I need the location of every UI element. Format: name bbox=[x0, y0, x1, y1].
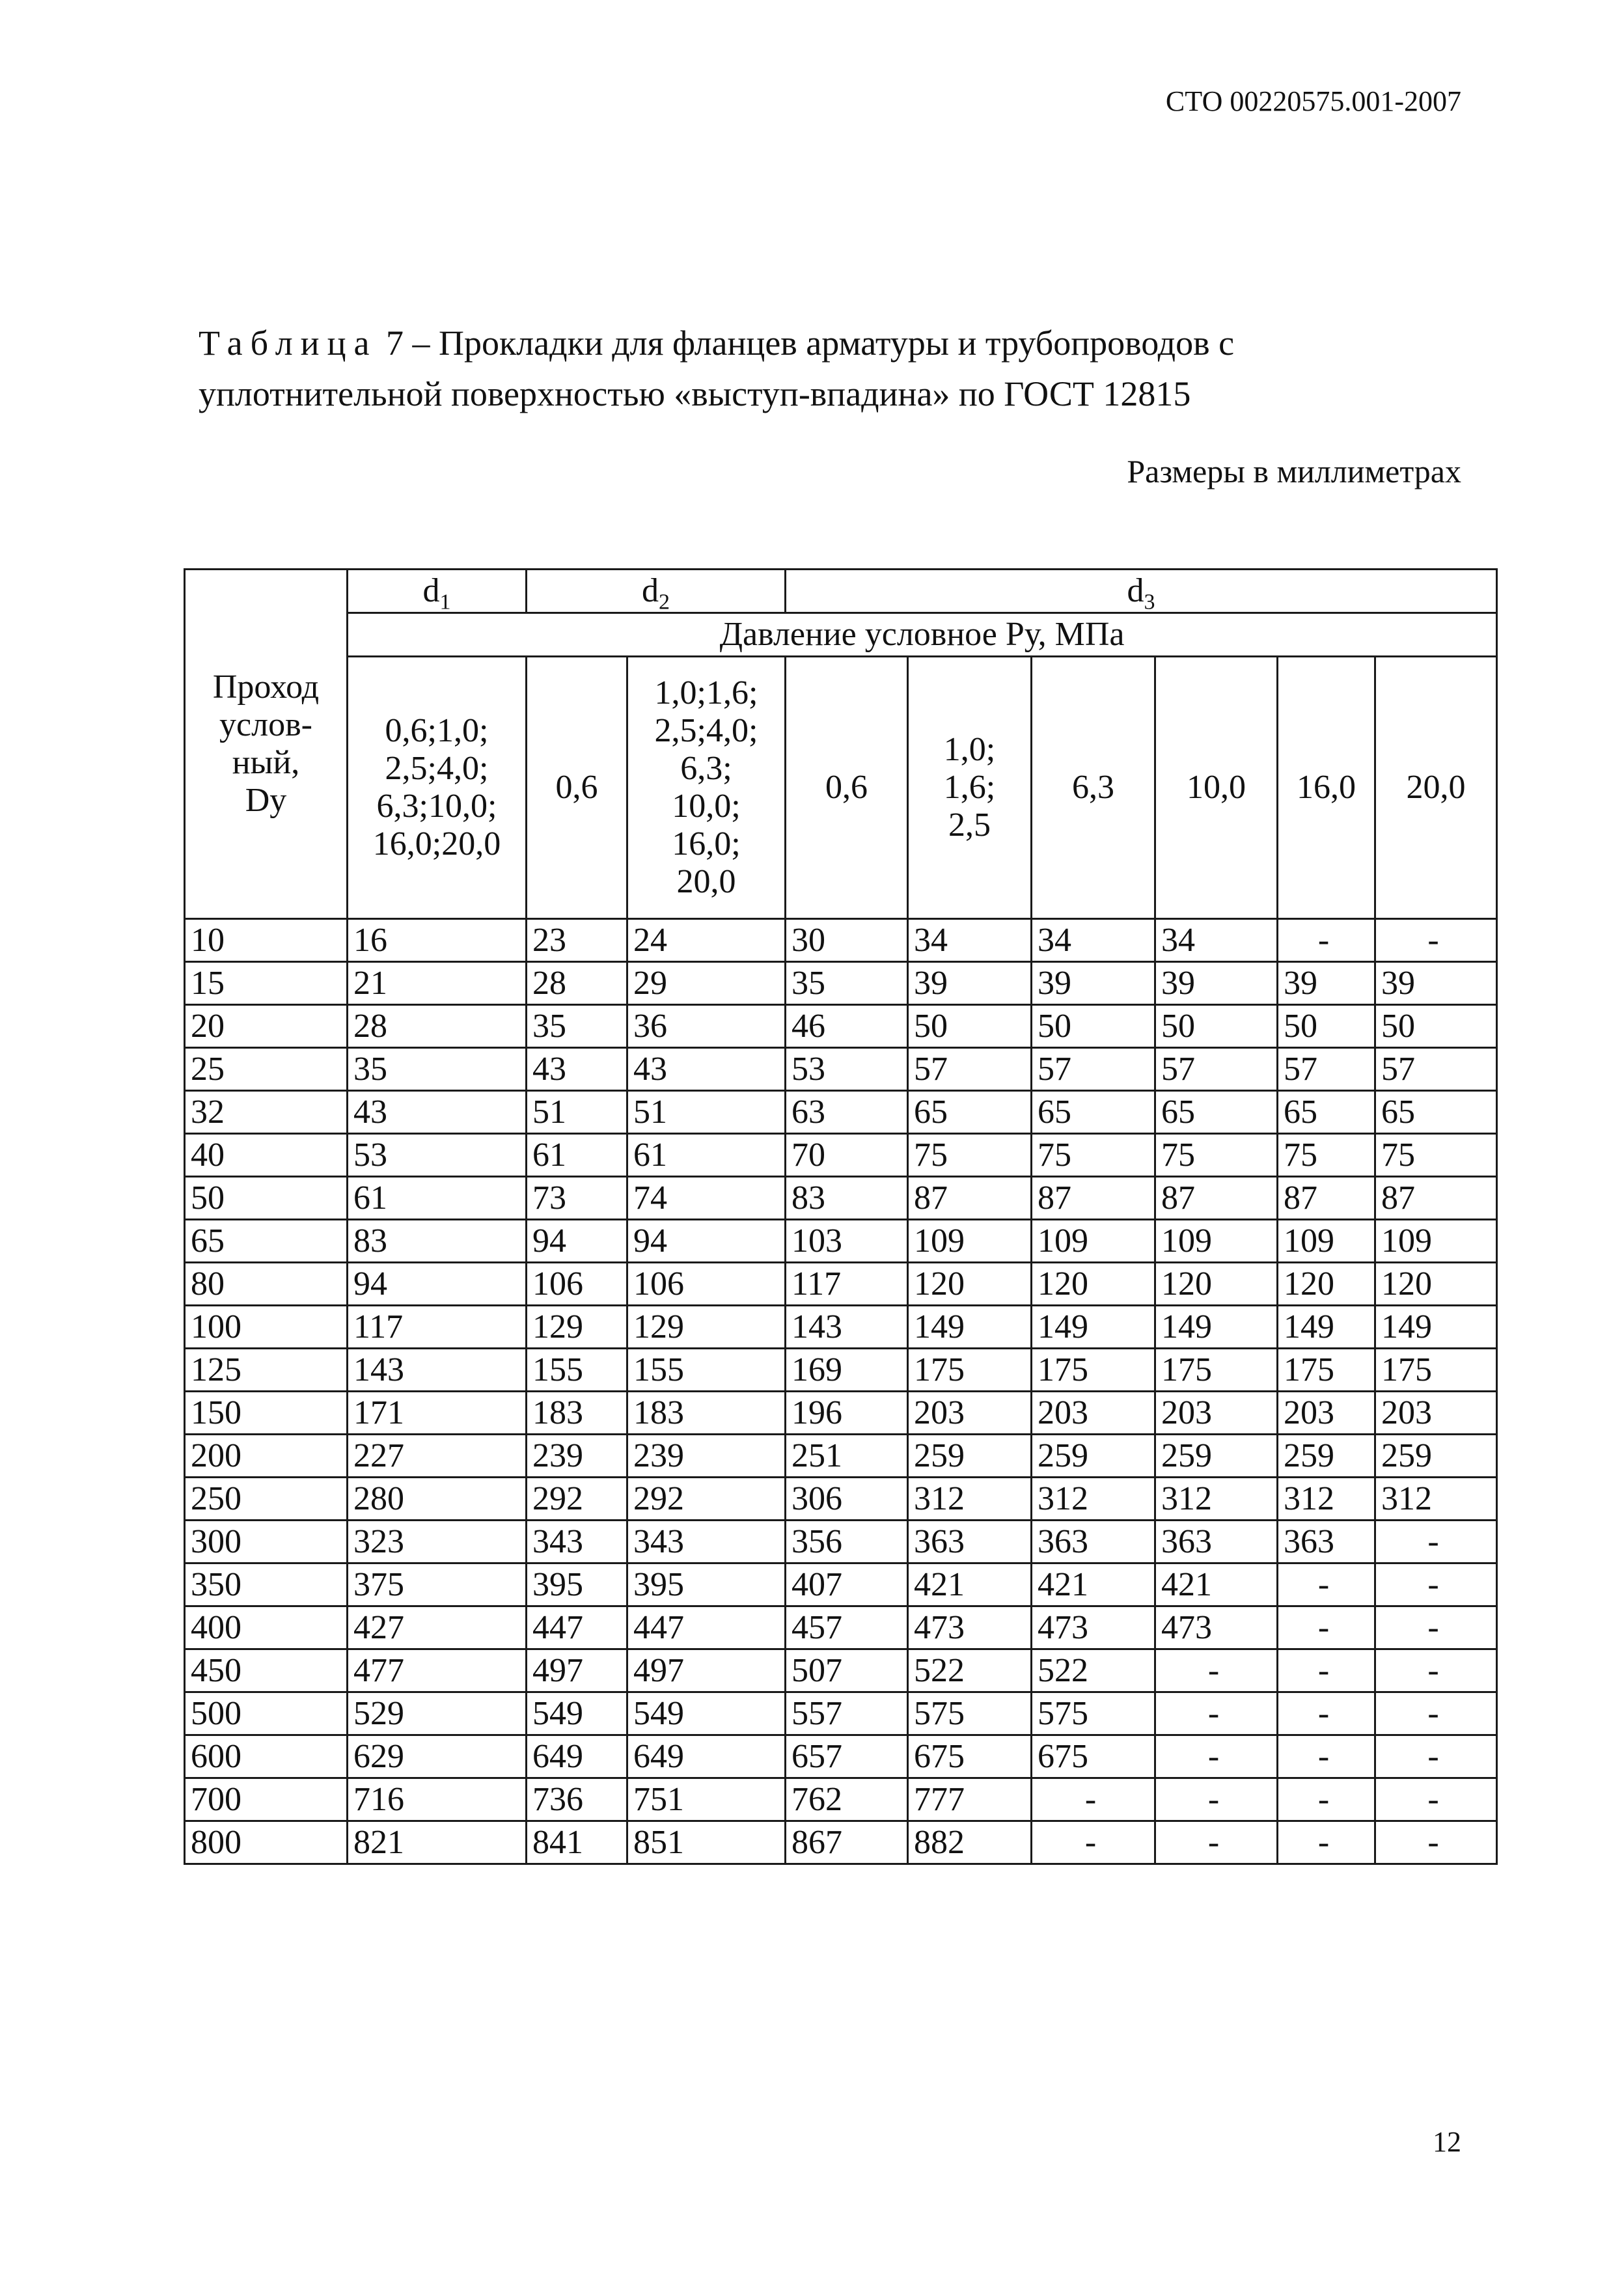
dimension-cell: 851 bbox=[627, 1821, 786, 1864]
pressure-col-header bbox=[1155, 657, 1278, 919]
dimension-cell: - bbox=[1155, 1821, 1278, 1864]
table-row bbox=[185, 1563, 1497, 1606]
dimension-cell: 129 bbox=[627, 1306, 786, 1349]
dimension-cell: 57 bbox=[1155, 1048, 1278, 1091]
pressure-value-line: 1,6; bbox=[943, 769, 996, 806]
dimension-cell: 61 bbox=[527, 1134, 627, 1177]
dimension-cell: 120 bbox=[1375, 1263, 1497, 1306]
table-row bbox=[185, 1005, 1497, 1048]
page-number: 12 bbox=[1433, 2126, 1461, 2158]
table-row bbox=[185, 1735, 1497, 1778]
dimension-cell: 312 bbox=[1375, 1478, 1497, 1521]
dimension-cell: - bbox=[1278, 1606, 1375, 1649]
dimension-cell: 196 bbox=[786, 1392, 908, 1435]
dimension-cell: 50 bbox=[908, 1005, 1032, 1048]
dimension-cell: 149 bbox=[1032, 1306, 1155, 1349]
table-row bbox=[185, 1778, 1497, 1821]
dimension-cell: - bbox=[1375, 919, 1497, 962]
dimension-cell: 70 bbox=[786, 1134, 908, 1177]
dimension-cell: 149 bbox=[1375, 1306, 1497, 1349]
dimension-cell: - bbox=[1278, 1821, 1375, 1864]
d3-header: $d_3$ bbox=[786, 570, 1497, 613]
pressure-value-line: 10,0; bbox=[672, 788, 741, 825]
dimension-cell: 175 bbox=[1278, 1349, 1375, 1392]
dimension-cell: 312 bbox=[1032, 1478, 1155, 1521]
dy-cell: 350 bbox=[185, 1563, 348, 1606]
dimension-cell: - bbox=[1155, 1778, 1278, 1821]
dimension-cell: 407 bbox=[786, 1563, 908, 1606]
dimension-cell: 39 bbox=[1278, 962, 1375, 1005]
dy-header-line: Проход bbox=[212, 668, 320, 706]
dimension-cell: 292 bbox=[627, 1478, 786, 1521]
table-caption-label: Таблица bbox=[199, 324, 378, 363]
dimension-cell: 629 bbox=[348, 1735, 527, 1778]
dimension-cell: 65 bbox=[1155, 1091, 1278, 1134]
dimension-cell: 259 bbox=[1155, 1435, 1278, 1478]
dimension-cell: 24 bbox=[627, 919, 786, 962]
dimension-cell: 75 bbox=[1375, 1134, 1497, 1177]
pressure-value-line: 6,3;10,0; bbox=[376, 788, 497, 825]
dimension-cell: - bbox=[1375, 1606, 1497, 1649]
dimension-cell: 94 bbox=[627, 1220, 786, 1263]
dimension-cell: 57 bbox=[908, 1048, 1032, 1091]
table-row bbox=[185, 1177, 1497, 1220]
dimension-cell: 259 bbox=[1032, 1435, 1155, 1478]
dimension-cell: 74 bbox=[627, 1177, 786, 1220]
pressure-value-line: 1,0;1,6; bbox=[654, 674, 758, 711]
dy-cell: 25 bbox=[185, 1048, 348, 1091]
dimension-cell: - bbox=[1278, 1649, 1375, 1692]
pressure-value-line: 2,5;4,0; bbox=[654, 712, 758, 749]
dimension-cell: 522 bbox=[1032, 1649, 1155, 1692]
dimension-cell: 259 bbox=[1375, 1435, 1497, 1478]
dy-header-line: услов- bbox=[219, 706, 312, 743]
dimension-cell: 21 bbox=[348, 962, 527, 1005]
dimension-cell: 777 bbox=[908, 1778, 1032, 1821]
dimension-cell: 675 bbox=[1032, 1735, 1155, 1778]
dimension-cell: - bbox=[1375, 1778, 1497, 1821]
table-row bbox=[185, 1478, 1497, 1521]
table-row bbox=[185, 962, 1497, 1005]
pressure-header: Давление условное Ру, МПа bbox=[348, 613, 1497, 657]
dimension-cell: 882 bbox=[908, 1821, 1032, 1864]
dimension-cell: 457 bbox=[786, 1606, 908, 1649]
dimension-cell: 736 bbox=[527, 1778, 627, 1821]
dimension-cell: 43 bbox=[527, 1048, 627, 1091]
dimension-cell: 751 bbox=[627, 1778, 786, 1821]
dimension-cell: 53 bbox=[348, 1134, 527, 1177]
dimension-cell: 109 bbox=[1032, 1220, 1155, 1263]
dimension-cell: 155 bbox=[627, 1349, 786, 1392]
dimension-cell: 28 bbox=[527, 962, 627, 1005]
table-row bbox=[185, 1692, 1497, 1735]
dimension-cell: 75 bbox=[1278, 1134, 1375, 1177]
dimension-cell: 169 bbox=[786, 1349, 908, 1392]
dy-cell: 150 bbox=[185, 1392, 348, 1435]
dimension-cell: 65 bbox=[1375, 1091, 1497, 1134]
dimension-cell: - bbox=[1375, 1649, 1497, 1692]
dimension-cell: 120 bbox=[908, 1263, 1032, 1306]
table-row bbox=[185, 1134, 1497, 1177]
dimension-cell: 363 bbox=[908, 1521, 1032, 1563]
dimension-cell: 716 bbox=[348, 1778, 527, 1821]
dimension-cell: 57 bbox=[1375, 1048, 1497, 1091]
dimension-cell: - bbox=[1155, 1692, 1278, 1735]
dimension-cell: 30 bbox=[786, 919, 908, 962]
table-caption-number: 7 bbox=[385, 324, 404, 363]
dimension-cell: 183 bbox=[627, 1392, 786, 1435]
dy-header-line: Dy bbox=[245, 782, 287, 819]
dimension-cell: 149 bbox=[1155, 1306, 1278, 1349]
dimension-cell: 473 bbox=[908, 1606, 1032, 1649]
dimension-cell: 143 bbox=[786, 1306, 908, 1349]
dimension-cell: 280 bbox=[348, 1478, 527, 1521]
dimension-cell: 34 bbox=[1032, 919, 1155, 962]
dimension-cell: 363 bbox=[1278, 1521, 1375, 1563]
dimension-cell: 29 bbox=[627, 962, 786, 1005]
dimension-cell: 106 bbox=[627, 1263, 786, 1306]
table-row bbox=[185, 1306, 1497, 1349]
dy-cell: 500 bbox=[185, 1692, 348, 1735]
table-row bbox=[185, 1048, 1497, 1091]
dimension-cell: 39 bbox=[1375, 962, 1497, 1005]
dimension-cell: 109 bbox=[1155, 1220, 1278, 1263]
dimension-cell: - bbox=[1375, 1521, 1497, 1563]
dimension-cell: 477 bbox=[348, 1649, 527, 1692]
dimension-cell: 427 bbox=[348, 1606, 527, 1649]
table-row bbox=[185, 1091, 1497, 1134]
dy-cell: 125 bbox=[185, 1349, 348, 1392]
dimension-cell: 497 bbox=[527, 1649, 627, 1692]
pressure-col-header bbox=[786, 657, 908, 919]
table-row bbox=[185, 1392, 1497, 1435]
dimension-cell: 28 bbox=[348, 1005, 527, 1048]
dimension-cell: 87 bbox=[908, 1177, 1032, 1220]
dimension-cell: 117 bbox=[348, 1306, 527, 1349]
dimension-cell: 35 bbox=[348, 1048, 527, 1091]
table-row bbox=[185, 1220, 1497, 1263]
dimension-cell: 675 bbox=[908, 1735, 1032, 1778]
pressure-col-header bbox=[348, 657, 527, 919]
pressure-col-header bbox=[1375, 657, 1497, 919]
dimension-cell: 762 bbox=[786, 1778, 908, 1821]
dimension-cell: 87 bbox=[1155, 1177, 1278, 1220]
pressure-value-line: 20,0 bbox=[676, 863, 736, 900]
dy-cell: 250 bbox=[185, 1478, 348, 1521]
pressure-value-line: 2,5;4,0; bbox=[385, 750, 489, 787]
dimension-cell: 312 bbox=[1278, 1478, 1375, 1521]
dimension-cell: 421 bbox=[1155, 1563, 1278, 1606]
pressure-value-line: 0,6 bbox=[825, 769, 868, 806]
dimension-cell: 421 bbox=[1032, 1563, 1155, 1606]
dimension-cell: - bbox=[1375, 1563, 1497, 1606]
dimension-cell: 395 bbox=[527, 1563, 627, 1606]
dimension-cell: 34 bbox=[908, 919, 1032, 962]
dimension-cell: 109 bbox=[1278, 1220, 1375, 1263]
dimension-cell: 35 bbox=[786, 962, 908, 1005]
dimension-cell: 94 bbox=[527, 1220, 627, 1263]
dy-cell: 450 bbox=[185, 1649, 348, 1692]
dimension-cell: 649 bbox=[627, 1735, 786, 1778]
pressure-value-line: 16,0 bbox=[1297, 769, 1356, 806]
dimension-cell: 175 bbox=[908, 1349, 1032, 1392]
dimension-cell: 323 bbox=[348, 1521, 527, 1563]
dimension-cell: 103 bbox=[786, 1220, 908, 1263]
table-row bbox=[185, 919, 1497, 962]
dy-header-cell bbox=[185, 570, 348, 919]
dimension-cell: 65 bbox=[908, 1091, 1032, 1134]
dimension-cell: 61 bbox=[627, 1134, 786, 1177]
dy-cell: 20 bbox=[185, 1005, 348, 1048]
dimension-cell: 50 bbox=[1278, 1005, 1375, 1048]
dimension-cell: 497 bbox=[627, 1649, 786, 1692]
dimension-cell: 155 bbox=[527, 1349, 627, 1392]
dimension-cell: 51 bbox=[527, 1091, 627, 1134]
dimension-cell: 473 bbox=[1032, 1606, 1155, 1649]
dimension-cell: 363 bbox=[1032, 1521, 1155, 1563]
dimension-cell: 46 bbox=[786, 1005, 908, 1048]
dimension-cell: 183 bbox=[527, 1392, 627, 1435]
dimension-cell: 53 bbox=[786, 1048, 908, 1091]
dimension-cell: 34 bbox=[1155, 919, 1278, 962]
dimension-cell: 171 bbox=[348, 1392, 527, 1435]
dimension-cell: 94 bbox=[348, 1263, 527, 1306]
table-row bbox=[185, 1649, 1497, 1692]
dimension-cell: 39 bbox=[1155, 962, 1278, 1005]
dy-cell: 200 bbox=[185, 1435, 348, 1478]
dimension-cell: 343 bbox=[627, 1521, 786, 1563]
dy-cell: 32 bbox=[185, 1091, 348, 1134]
dimension-cell: 203 bbox=[1375, 1392, 1497, 1435]
dimension-cell: 50 bbox=[1032, 1005, 1155, 1048]
dimension-cell: 549 bbox=[627, 1692, 786, 1735]
pressure-value-line: 1,0; bbox=[943, 731, 996, 768]
dimension-cell: 120 bbox=[1278, 1263, 1375, 1306]
pressure-value-line: 10,0 bbox=[1187, 769, 1246, 806]
pressure-value-line: 6,3; bbox=[680, 750, 732, 787]
dimension-cell: - bbox=[1375, 1735, 1497, 1778]
dimension-cell: 36 bbox=[627, 1005, 786, 1048]
dimension-cell: 109 bbox=[908, 1220, 1032, 1263]
dimension-cell: 23 bbox=[527, 919, 627, 962]
table-row bbox=[185, 1521, 1497, 1563]
dimension-cell: 175 bbox=[1155, 1349, 1278, 1392]
dimension-cell: 57 bbox=[1278, 1048, 1375, 1091]
table-row bbox=[185, 1349, 1497, 1392]
dimension-cell: - bbox=[1278, 1778, 1375, 1821]
dimension-cell: 175 bbox=[1032, 1349, 1155, 1392]
dimension-cell: 867 bbox=[786, 1821, 908, 1864]
units-note: Размеры в миллиметрах bbox=[1127, 453, 1461, 489]
dimension-cell: 649 bbox=[527, 1735, 627, 1778]
dimension-cell: 306 bbox=[786, 1478, 908, 1521]
dimension-cell: 203 bbox=[1278, 1392, 1375, 1435]
dimension-cell: 239 bbox=[627, 1435, 786, 1478]
pressure-col-header bbox=[1278, 657, 1375, 919]
dimension-cell: 203 bbox=[1155, 1392, 1278, 1435]
dy-cell: 10 bbox=[185, 919, 348, 962]
dimension-cell: 522 bbox=[908, 1649, 1032, 1692]
dimension-cell: 75 bbox=[1155, 1134, 1278, 1177]
dimension-cell: 575 bbox=[1032, 1692, 1155, 1735]
dimension-cell: 43 bbox=[348, 1091, 527, 1134]
dimension-cell: 73 bbox=[527, 1177, 627, 1220]
pressure-col-header bbox=[627, 657, 786, 919]
dimension-cell: - bbox=[1155, 1649, 1278, 1692]
dimension-cell: 63 bbox=[786, 1091, 908, 1134]
table-row bbox=[185, 1263, 1497, 1306]
dimension-cell: 575 bbox=[908, 1692, 1032, 1735]
dimension-cell: - bbox=[1032, 1821, 1155, 1864]
dy-cell: 50 bbox=[185, 1177, 348, 1220]
dimension-cell: 312 bbox=[908, 1478, 1032, 1521]
dimension-cell: 175 bbox=[1375, 1349, 1497, 1392]
dimension-cell: 143 bbox=[348, 1349, 527, 1392]
dimension-cell: 117 bbox=[786, 1263, 908, 1306]
dimension-cell: 50 bbox=[1375, 1005, 1497, 1048]
dy-header-line: ный, bbox=[232, 744, 300, 781]
dimension-cell: 87 bbox=[1032, 1177, 1155, 1220]
dimension-cell: 87 bbox=[1278, 1177, 1375, 1220]
dy-cell: 80 bbox=[185, 1263, 348, 1306]
dimension-cell: 43 bbox=[627, 1048, 786, 1091]
dimension-cell: 657 bbox=[786, 1735, 908, 1778]
pressure-value-line: 16,0;20,0 bbox=[372, 825, 501, 862]
dimension-cell: 292 bbox=[527, 1478, 627, 1521]
dy-cell: 15 bbox=[185, 962, 348, 1005]
dimension-cell: - bbox=[1278, 1563, 1375, 1606]
table-row bbox=[185, 1435, 1497, 1478]
dimension-cell: 39 bbox=[1032, 962, 1155, 1005]
table-row bbox=[185, 1606, 1497, 1649]
dimension-cell: 39 bbox=[908, 962, 1032, 1005]
dimension-cell: 65 bbox=[1278, 1091, 1375, 1134]
table-caption bbox=[199, 318, 1468, 419]
dimension-cell: 203 bbox=[1032, 1392, 1155, 1435]
dimension-cell: 50 bbox=[1155, 1005, 1278, 1048]
dimension-cell: 447 bbox=[527, 1606, 627, 1649]
dimension-cell: 120 bbox=[1032, 1263, 1155, 1306]
dy-cell: 600 bbox=[185, 1735, 348, 1778]
dimension-cell: 251 bbox=[786, 1435, 908, 1478]
dimension-cell: 529 bbox=[348, 1692, 527, 1735]
dimension-cell: 203 bbox=[908, 1392, 1032, 1435]
document-code: СТО 00220575.001-2007 bbox=[1165, 85, 1461, 117]
dimension-cell: 549 bbox=[527, 1692, 627, 1735]
dimension-cell: - bbox=[1032, 1778, 1155, 1821]
dimension-cell: 149 bbox=[1278, 1306, 1375, 1349]
dimension-cell: 363 bbox=[1155, 1521, 1278, 1563]
dimension-cell: 65 bbox=[1032, 1091, 1155, 1134]
dimension-cell: 312 bbox=[1155, 1478, 1278, 1521]
dimension-cell: 120 bbox=[1155, 1263, 1278, 1306]
dimension-cell: 821 bbox=[348, 1821, 527, 1864]
dimension-cell: 356 bbox=[786, 1521, 908, 1563]
table-row bbox=[185, 1821, 1497, 1864]
pressure-value-line: 2,5 bbox=[948, 806, 991, 844]
dimension-cell: 259 bbox=[1278, 1435, 1375, 1478]
dy-cell: 300 bbox=[185, 1521, 348, 1563]
dimension-cell: 129 bbox=[527, 1306, 627, 1349]
table-caption-text: – Прокладки для фланцев арматуры и трубопроводов с уплотнительной поверхностью «выступ-впадина» по ГОСТ 12815 bbox=[199, 324, 1235, 413]
dimension-cell: 75 bbox=[908, 1134, 1032, 1177]
dimension-cell: 75 bbox=[1032, 1134, 1155, 1177]
d2-header: $d_2$ bbox=[527, 570, 786, 613]
dimension-cell: 106 bbox=[527, 1263, 627, 1306]
pressure-value-line: 0,6;1,0; bbox=[385, 712, 489, 749]
dimension-cell: 343 bbox=[527, 1521, 627, 1563]
dy-cell: 400 bbox=[185, 1606, 348, 1649]
dimension-cell: 259 bbox=[908, 1435, 1032, 1478]
pressure-col-header bbox=[908, 657, 1032, 919]
gasket-dimensions-table bbox=[184, 568, 1498, 1865]
dimension-cell: 87 bbox=[1375, 1177, 1497, 1220]
dimension-cell: - bbox=[1278, 919, 1375, 962]
dy-cell: 100 bbox=[185, 1306, 348, 1349]
pressure-value-line: 20,0 bbox=[1406, 769, 1466, 806]
dimension-cell: 473 bbox=[1155, 1606, 1278, 1649]
dimension-cell: 227 bbox=[348, 1435, 527, 1478]
pressure-col-header bbox=[527, 657, 627, 919]
pressure-value-line: 16,0; bbox=[672, 825, 741, 862]
dimension-cell: 51 bbox=[627, 1091, 786, 1134]
pressure-value-line: 6,3 bbox=[1072, 769, 1114, 806]
dimension-cell: 57 bbox=[1032, 1048, 1155, 1091]
dimension-cell: 61 bbox=[348, 1177, 527, 1220]
pressure-col-header bbox=[1032, 657, 1155, 919]
dimension-cell: 109 bbox=[1375, 1220, 1497, 1263]
dimension-cell: 395 bbox=[627, 1563, 786, 1606]
dy-cell: 65 bbox=[185, 1220, 348, 1263]
dimension-cell: 16 bbox=[348, 919, 527, 962]
dimension-cell: 149 bbox=[908, 1306, 1032, 1349]
dimension-cell: 35 bbox=[527, 1005, 627, 1048]
dimension-cell: - bbox=[1278, 1692, 1375, 1735]
dimension-cell: - bbox=[1278, 1735, 1375, 1778]
dimension-cell: 447 bbox=[627, 1606, 786, 1649]
pressure-value-line: 0,6 bbox=[555, 769, 598, 806]
dimension-cell: 557 bbox=[786, 1692, 908, 1735]
dy-cell: 700 bbox=[185, 1778, 348, 1821]
dimension-cell: 83 bbox=[786, 1177, 908, 1220]
dy-cell: 800 bbox=[185, 1821, 348, 1864]
dimension-cell: - bbox=[1375, 1821, 1497, 1864]
dimension-cell: - bbox=[1375, 1692, 1497, 1735]
dy-cell: 40 bbox=[185, 1134, 348, 1177]
dimension-cell: 375 bbox=[348, 1563, 527, 1606]
dimension-cell: 83 bbox=[348, 1220, 527, 1263]
dimension-cell: - bbox=[1155, 1735, 1278, 1778]
dimension-cell: 239 bbox=[527, 1435, 627, 1478]
d1-header: $d_1$ bbox=[348, 570, 527, 613]
dimension-cell: 421 bbox=[908, 1563, 1032, 1606]
dimension-cell: 507 bbox=[786, 1649, 908, 1692]
dimension-cell: 841 bbox=[527, 1821, 627, 1864]
